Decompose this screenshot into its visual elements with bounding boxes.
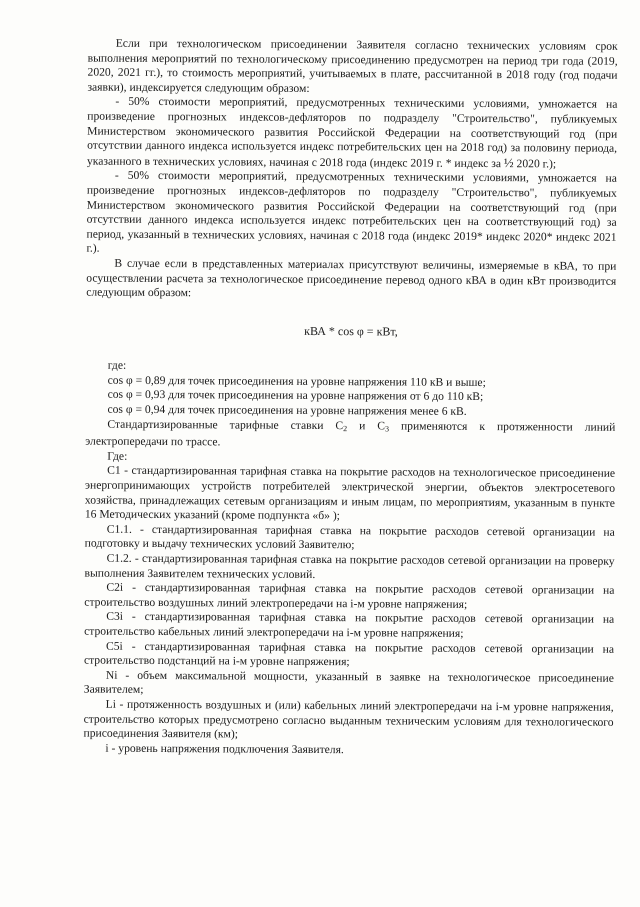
cos-label: cos bbox=[107, 402, 124, 416]
cos-text: = 0,89 для точек присоединения на уровне напряжения 110 кВ и выше; bbox=[135, 373, 486, 389]
phi-symbol: φ bbox=[125, 388, 133, 402]
definition-ni: Ni - объем максимальной мощности, указанный в заявке на технологическое присоединение Заявителем; bbox=[83, 668, 614, 697]
definition-c1-2: С1.2. - стандартизированная тарифная ставка на покрытие расходов сетевой организации на проверку выполнения Заявителем технических условий. bbox=[84, 551, 615, 581]
cos-label: cos bbox=[107, 373, 124, 387]
rates-start: Стандартизированные тарифные ставки С bbox=[107, 417, 344, 432]
definition-c1: С1 - стандартизированная тарифная ставка на покрытие расходов на технологическое присоединение энергопринимающих устройств потребителей электрической энергии, объектов электросетевого хозяйства, принадлежащих сетевым организациям и иным лицам, по мероприятиям, указанным в пункте 16 Методических указаний (кроме подпункта «б» ); bbox=[84, 464, 616, 523]
paragraph-half-period bbox=[87, 95, 617, 172]
paragraph-kva-conversion: В случае если в представленных материалах присутствуют величины, измеряемые в кВА, то при осуществлении расчета за технологическое присоединение перевод одного кВА в один кВт производится следующим образом: bbox=[86, 256, 617, 300]
formula-right: = кВт, bbox=[366, 323, 398, 339]
formula-phi: φ bbox=[356, 323, 364, 338]
definition-c3i: С3i - стандартизированная тарифная ставка на покрытие расходов сетевой организации на строительство кабельных линий электропередачи на i-м уровне напряжения; bbox=[84, 610, 615, 640]
definition-i: i - уровень напряжения подключения Заявителя. bbox=[105, 741, 344, 756]
fraction-half: ½ bbox=[503, 154, 514, 170]
paragraph-half-period-end: 2020 г.); bbox=[516, 156, 557, 171]
rates-end: применяются к протяженности линий электропередачи по трассе. bbox=[85, 419, 616, 449]
where-label: где: bbox=[107, 358, 127, 373]
paragraph-indexation-intro: Если при технологическом присоединении Заявителя согласно технических условиям срок выполнения мероприятий по технологическому присоединению предусмотрен на период три года (2019, 2020, 2021 гг.), то стоимость мероприятий, учитываемых в плате, рассчитанной в 2018 году (год подачи заявки), индексируется следующим образом: bbox=[87, 36, 618, 95]
paragraph-rates bbox=[85, 417, 615, 452]
phi-symbol: φ bbox=[126, 373, 133, 387]
rates-mid: и С bbox=[359, 418, 386, 433]
definition-c2i: С2i - стандартизированная тарифная ставка на покрытие расходов сетевой организации на строительство воздушных линий электропередачи на i-м уровне напряжения; bbox=[84, 580, 615, 611]
where2-label: Где: bbox=[107, 449, 128, 463]
formula-left: кВА * cos bbox=[304, 323, 354, 338]
definition-c5i: С5i - стандартизированная тарифная ставка на покрытие расходов сетевой организации на строительство подстанций на i-м уровне напряжения; bbox=[83, 639, 615, 669]
rates-sub-2: 2 bbox=[343, 423, 348, 433]
phi-symbol: φ bbox=[125, 402, 133, 416]
rates-sub-3: 3 bbox=[384, 424, 390, 434]
paragraph-half-period-text: - 50% стоимости мероприятий, предусмотренных техническими условиями, умножается на произведение прогнозных индексов-дефляторов по подразделу "Строительство", публикуемых Министерством экономического развития Российской Федерации на соответствующий год (при отсутствии данного индекса используется индекс потребительских цен на 2018 год) за половину периода, указанного в технических условиях, начиная с 2018 года (индекс 2019 г. * индекс за bbox=[86, 95, 618, 170]
definition-c1-1: С1.1. - стандартизированная тарифная ставка на покрытие расходов сетевой организации на подготовку и выдачу технических условий Заявителю; bbox=[84, 522, 615, 552]
definition-li: Li - протяженность воздушных и (или) кабельных линий электропередачи на i-м уровне напряжения, строительство которых предусмотрено согласно выданным техническим условиям для технологического присоединения Заявителя (км); bbox=[83, 697, 614, 741]
cos-label: cos bbox=[107, 388, 124, 402]
cos-text: = 0,93 для точек присоединения на уровне напряжения от 6 до 110 кВ; bbox=[135, 388, 484, 404]
paragraph-full-period: - 50% стоимости мероприятий, предусмотренных техническими условиями, умножается на произведение прогнозных индексов-дефляторов по подразделу "Строительство", публикуемых Министерством экономического развития Российской Федерации на соответствующий год (при отсутствии данного индекса используется индекс потребительских цен на соответствующий год) за период, указанный в технических условиях, начиная с 2018 года (индекс 2019* индекс 2020* индекс 2021 г.). bbox=[86, 169, 617, 255]
conversion-formula bbox=[86, 322, 616, 340]
cos-text: = 0,94 для точек присоединения на уровне напряжения менее 6 кВ. bbox=[135, 402, 467, 418]
